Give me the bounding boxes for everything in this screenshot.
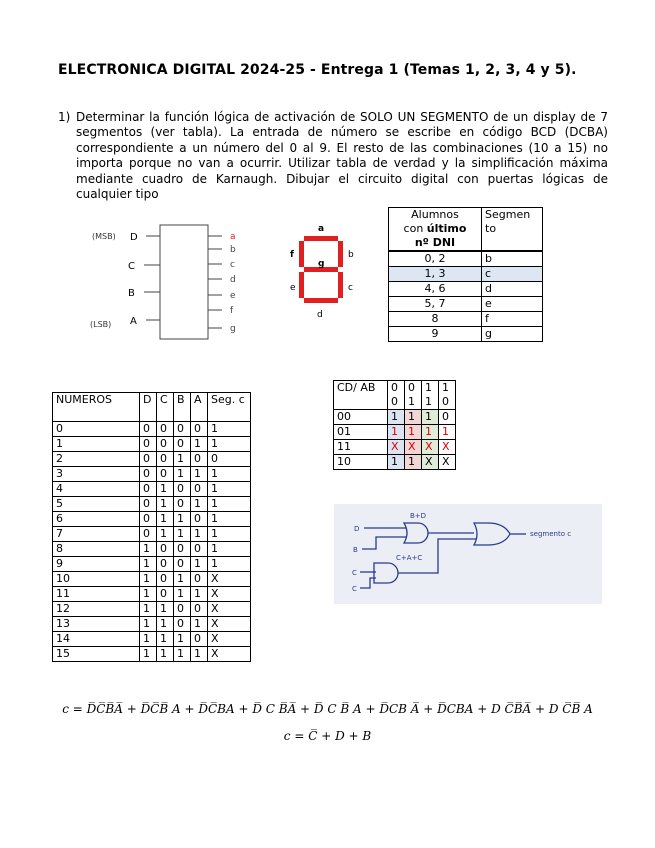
bit-cell: 1 [140,587,157,602]
and-gate [374,563,398,583]
number-cell: 10 [53,572,140,587]
segment-c-cell: X [208,617,251,632]
input-label-d: D [354,525,360,533]
decoder-box [160,225,208,339]
segment-c-cell: X [208,587,251,602]
bit-cell: 0 [157,452,174,467]
kmap-cell: 1 [388,455,405,470]
truth-table-row [53,497,251,512]
bit-cell: 1 [174,587,191,602]
segment-c-cell: 1 [208,467,251,482]
header-b: B [174,393,191,422]
alumnos-header-line3: nº DNI [414,236,456,249]
bit-cell: 1 [140,632,157,647]
label-middle: C+A+C [396,554,423,562]
input-label-b: B [353,546,358,554]
truth-table-row [53,557,251,572]
truth-table-row [53,437,251,452]
input-b-label: B [128,288,135,299]
kmap-cell: X [422,455,439,470]
bit-cell: 0 [140,497,157,512]
output-a-label: a [230,232,236,242]
kmap-cell: 0 [439,410,456,425]
input-d-label: D [130,232,138,243]
bit-cell: 0 [174,602,191,617]
alumnos-dni-cell: 9 [389,327,482,342]
seg-label-c: c [348,283,353,293]
alumnos-row [389,251,543,267]
alumnos-row [389,282,543,297]
bit-cell: 1 [191,647,208,662]
bit-cell: 0 [174,482,191,497]
bit-cell: 1 [174,632,191,647]
bit-cell: 1 [174,467,191,482]
bit-cell: 1 [140,557,157,572]
decoder-diagram [88,218,258,348]
segment-f [299,241,304,267]
segment-c-cell: X [208,572,251,587]
segment-c-cell: 1 [208,557,251,572]
bit-cell: 0 [157,557,174,572]
bit-cell: 1 [157,617,174,632]
bit-cell: 1 [191,617,208,632]
bit-cell: 1 [157,632,174,647]
bit-cell: 1 [140,572,157,587]
bit-cell: 1 [191,497,208,512]
number-cell: 14 [53,632,140,647]
bit-cell: 1 [157,602,174,617]
bit-cell: 0 [140,512,157,527]
seg-label-e: e [290,283,296,293]
lsb-label: (LSB) [90,320,112,329]
alumnos-seg-cell: e [482,297,543,312]
header-seg-c: Seg. c [208,393,251,422]
bit-cell: 1 [157,497,174,512]
bit-cell: 1 [191,437,208,452]
truth-table-row [53,422,251,437]
kmap-row [334,455,456,470]
bit-cell: 0 [191,422,208,437]
alumnos-row [389,312,543,327]
bit-cell: 0 [191,542,208,557]
bit-cell: 0 [157,572,174,587]
alumnos-row [389,297,543,312]
bit-cell: 0 [157,467,174,482]
msb-label: (MSB) [92,232,116,241]
kmap-cell: 1 [422,425,439,440]
seven-segment-display [284,220,364,320]
alumnos-seg-cell: b [482,251,543,267]
kmap-cell: X [405,440,422,455]
truth-table-header-row [53,393,251,422]
question-text: Determinar la función lógica de activación de SOLO UN SEGMENTO de un display de 7 segmentos (ver tabla). La entrada de número se escribe en código BCD (DCBA) correspondiente a un número del 0 al 9. El resto de las combinaciones (10 a 15) no importa porque no van a ocurrir. Utilizar tabla de verdad y la simplificación máxima mediante cuadro de Karnaugh. Dibujar el circuito digital con puertas lógicas de cualquier tipo [76,110,608,202]
segment-c-cell: X [208,647,251,662]
header-numeros: NUMEROS [53,393,140,422]
sop-formula: c = D̅C̅B̅A̅ + D̅C̅B̅ A + D̅C̅BA + D̅ C B̅A̅ + D̅ C B̅ A + D̅CB A̅ + D̅CBA + D C̅B̅A̅ + D C̅B̅ A [62,702,593,716]
input-label-c2: C [352,585,357,593]
output-d-label: d [230,275,236,285]
segment-c-cell: 1 [208,542,251,557]
segment-a [304,236,338,241]
input-c-label: C [128,261,135,272]
truth-table-row [53,467,251,482]
number-cell: 0 [53,422,140,437]
alumnos-header-line1: Alumnos [411,208,459,221]
number-cell: 2 [53,452,140,467]
alumnos-seg-cell: c [482,267,543,282]
or-gate-1 [404,523,428,543]
kmap-cell: 1 [388,425,405,440]
alumnos-dni-cell: 1, 3 [389,267,482,282]
kmap-col-header: 0 1 [405,381,422,410]
kmap-cell: X [422,440,439,455]
kmap-row-label: 00 [334,410,388,425]
bit-cell: 0 [191,632,208,647]
alumnos-header [389,208,482,252]
number-cell: 4 [53,482,140,497]
bit-cell: 0 [157,587,174,602]
bit-cell: 0 [191,452,208,467]
segmento-header [482,208,543,252]
bit-cell: 1 [157,482,174,497]
kmap-row-label: 10 [334,455,388,470]
seg-label-g: g [318,259,325,269]
segment-c-cell: 0 [208,452,251,467]
kmap-row [334,425,456,440]
segment-d [304,298,338,303]
kmap-corner: CD/ AB [334,381,388,410]
segment-c-cell: X [208,632,251,647]
output-b-label: b [230,245,236,255]
alumnos-segment-table [388,207,543,342]
output-c-label: c [230,260,235,270]
bit-cell: 0 [191,572,208,587]
bit-cell: 0 [174,497,191,512]
number-cell: 7 [53,527,140,542]
truth-table-row [53,572,251,587]
segment-c-cell: 1 [208,437,251,452]
bit-cell: 0 [174,422,191,437]
bit-cell: 0 [174,617,191,632]
output-f-label: f [230,306,234,316]
bit-cell: 1 [174,452,191,467]
bit-cell: 0 [191,602,208,617]
header-d: D [140,393,157,422]
truth-table-row [53,452,251,467]
alumnos-dni-cell: 4, 6 [389,282,482,297]
kmap-col-header: 1 0 [439,381,456,410]
bit-cell: 1 [157,527,174,542]
bit-cell: 1 [174,572,191,587]
label-output-segment: segmento c [530,530,572,538]
label-b-plus-d: B+D [410,512,427,520]
number-cell: 3 [53,467,140,482]
truth-table-row [53,647,251,662]
alumnos-seg-cell: d [482,282,543,297]
kmap-row-label: 01 [334,425,388,440]
alumnos-header-line2a: con [403,222,427,235]
header-a: A [191,393,208,422]
bit-cell: 1 [191,527,208,542]
kmap-cell: 1 [405,410,422,425]
number-cell: 1 [53,437,140,452]
bit-cell: 0 [157,542,174,557]
kmap-col-header: 0 0 [388,381,405,410]
bit-cell: 0 [174,542,191,557]
kmap-col-header: 1 1 [422,381,439,410]
kmap-cell: 1 [439,425,456,440]
segment-c-cell: X [208,602,251,617]
circuit-sketch [334,504,602,604]
kmap-cell: 1 [388,410,405,425]
bit-cell: 1 [157,647,174,662]
number-cell: 15 [53,647,140,662]
alumnos-row-highlighted [389,267,543,282]
truth-table-row [53,482,251,497]
kmap-cell: X [388,440,405,455]
bit-cell: 1 [174,512,191,527]
segment-b [338,241,343,267]
question-number: 1) [58,110,71,124]
input-label-c1: C [352,569,357,577]
karnaugh-map [333,380,456,470]
output-e-label: e [230,291,236,301]
seg-label-b: b [348,250,354,260]
number-cell: 12 [53,602,140,617]
kmap-cell: 1 [405,455,422,470]
segmento-header-line2: to [485,222,497,235]
number-cell: 13 [53,617,140,632]
number-cell: 8 [53,542,140,557]
circuit-photo [334,504,602,604]
seg-label-d: d [317,310,323,320]
bit-cell: 0 [157,437,174,452]
truth-table-row [53,527,251,542]
number-cell: 5 [53,497,140,512]
alumnos-row [389,327,543,342]
kmap-header-row [334,381,456,410]
alumnos-seg-cell: g [482,327,543,342]
seg-label-a: a [318,224,325,234]
bit-cell: 1 [191,557,208,572]
alumnos-seg-cell: f [482,312,543,327]
bit-cell: 1 [191,587,208,602]
kmap-cell: 1 [405,425,422,440]
alumnos-dni-cell: 0, 2 [389,251,482,267]
or-gate-2 [474,523,510,545]
input-a-label: A [130,316,137,327]
kmap-cell: X [439,455,456,470]
bit-cell: 0 [174,557,191,572]
truth-table-row [53,602,251,617]
bit-cell: 1 [191,467,208,482]
bit-cell: 1 [140,542,157,557]
segment-c-cell: 1 [208,512,251,527]
seg-label-f: f [290,250,294,260]
bit-cell: 0 [174,437,191,452]
bit-cell: 0 [140,467,157,482]
truth-table-row [53,587,251,602]
truth-table-row [53,542,251,557]
alumnos-dni-cell: 5, 7 [389,297,482,312]
page-title: ELECTRONICA DIGITAL 2024-25 - Entrega 1 (Temas 1, 2, 3, 4 y 5). [58,62,577,78]
number-cell: 6 [53,512,140,527]
bit-cell: 1 [140,617,157,632]
segmento-header-line1: Segmen [485,208,531,221]
bit-cell: 0 [191,512,208,527]
bit-cell: 1 [174,527,191,542]
bit-cell: 0 [140,437,157,452]
bit-cell: 1 [157,512,174,527]
kmap-row [334,440,456,455]
bit-cell: 1 [140,647,157,662]
segment-c-cell: 1 [208,527,251,542]
segment-c-cell: 1 [208,482,251,497]
kmap-cell: 1 [422,410,439,425]
truth-table-row [53,632,251,647]
header-c: C [157,393,174,422]
bit-cell: 0 [140,422,157,437]
segment-c-cell: 1 [208,422,251,437]
bit-cell: 1 [140,602,157,617]
segment-e [299,272,304,298]
number-cell: 11 [53,587,140,602]
alumnos-header-line2b: último [426,222,467,235]
number-cell: 9 [53,557,140,572]
truth-table-row [53,617,251,632]
truth-table-row [53,512,251,527]
bit-cell: 0 [140,452,157,467]
output-g-label: g [230,324,236,334]
alumnos-dni-cell: 8 [389,312,482,327]
bit-cell: 1 [174,647,191,662]
kmap-row [334,410,456,425]
bit-cell: 0 [140,482,157,497]
bit-cell: 0 [140,527,157,542]
simplified-formula: c = C̅ + D + B [283,729,372,743]
kmap-cell: X [439,440,456,455]
truth-table [52,392,251,662]
segment-c-cell: 1 [208,497,251,512]
bit-cell: 0 [157,422,174,437]
segment-c [338,272,343,298]
bit-cell: 0 [191,482,208,497]
kmap-row-label: 11 [334,440,388,455]
